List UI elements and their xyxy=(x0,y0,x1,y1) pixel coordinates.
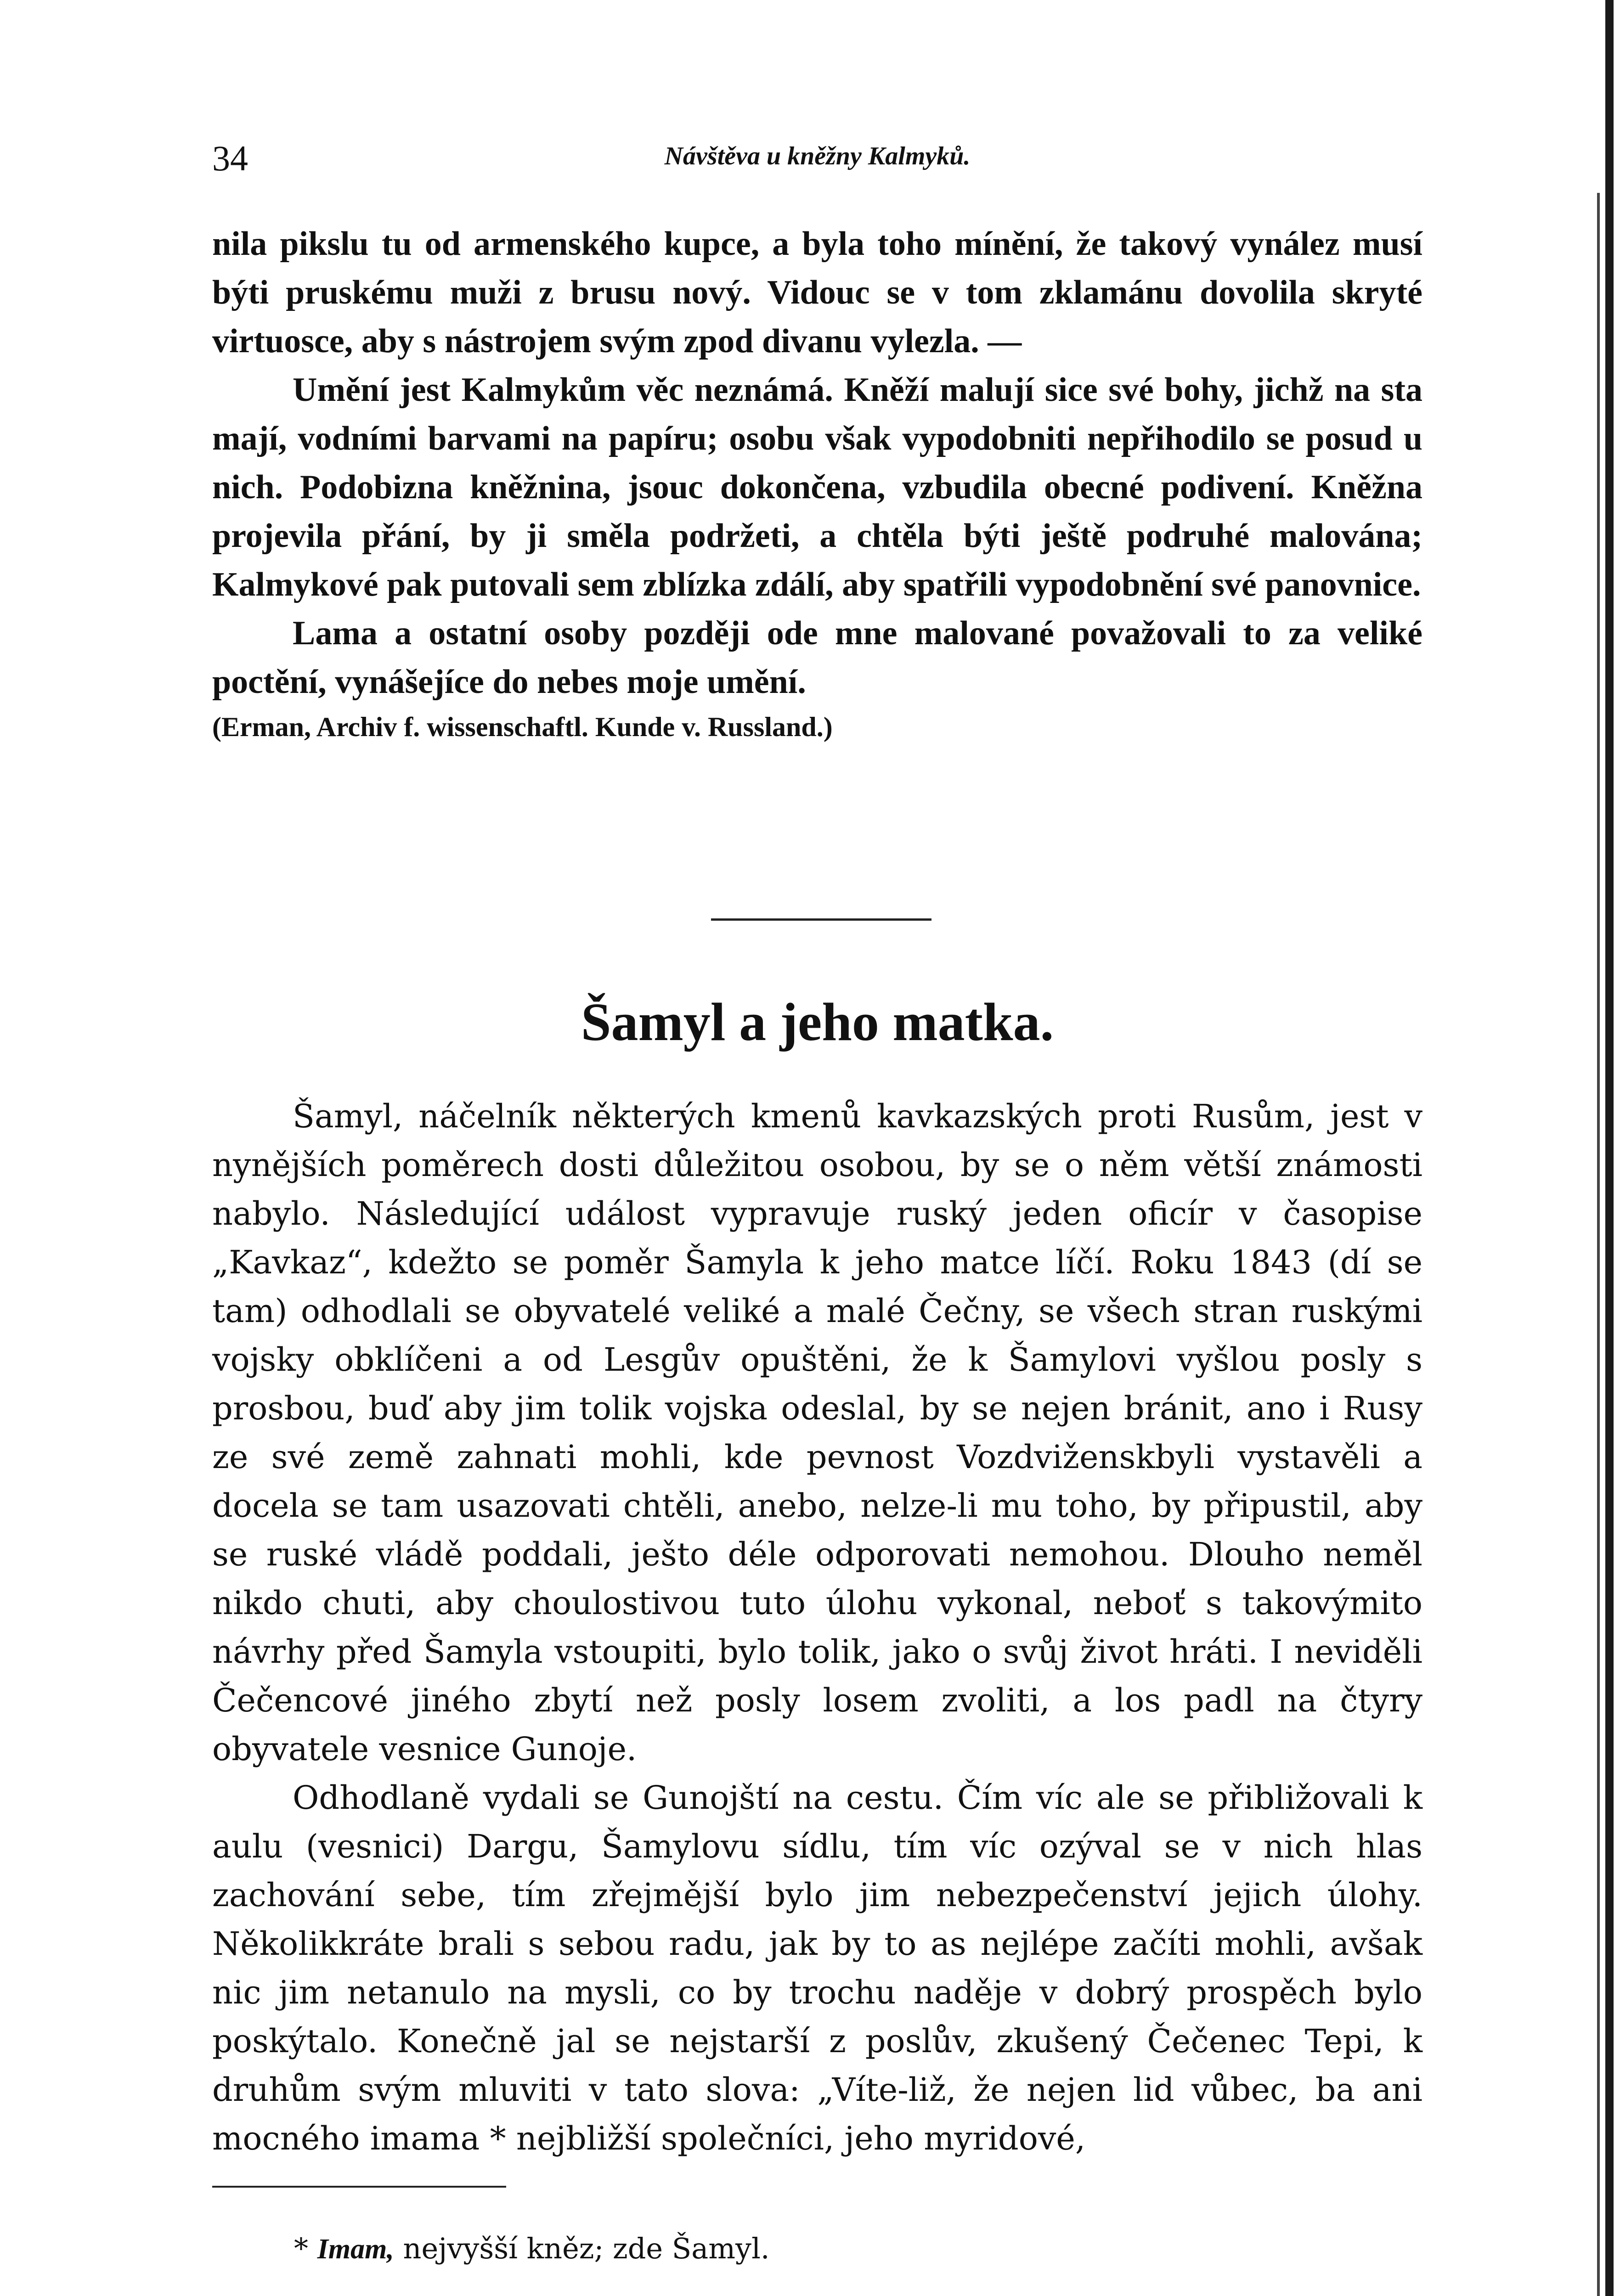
article-body xyxy=(212,1092,1422,2163)
page-header xyxy=(212,138,1422,184)
footnote-divider xyxy=(212,2186,506,2188)
paragraph: Umění jest Kalmykům věc neznámá. Kněží malují sice své bohy, jichž na sta mají, vodními barvami na papíru; osobu však vypodobniti nepřihodilo se posud u nich. Podobizna kněžnina, jsouc dokončena, vzbudila obecné podivení. Kněžna projevila přání, by ji směla podržeti, a chtěla býti ještě podruhé malována; Kalmykové pak putovali sem zblízka zdálí, aby spatřili vypodobnění své panovnice. xyxy=(212,371,1422,603)
citation: (Erman, Archiv f. wissenschaftl. Kunde v. Russland.) xyxy=(212,712,833,742)
paragraph: Šamyl, náčelník některých kmenů kavkazských proti Rusům, jest v nynějších poměrech dosti důležitou osobou, by se o něm větší známosti nabylo. Následující událost vypravuje ruský jeden oficír v časopise „Kavkaz“, kdežto se poměr Šamyla k jeho matce líčí. Roku 1843 (dí se tam) odhodlali se obyvatelé veliké a malé Čečny, se všech stran ruskými vojsky obklíčeni a od Lesgův opuštěni, že k Šamylovi vyšlou posly s prosbou, buď aby jim tolik vojska odeslal, by se nejen bránit, ano i Rusy ze své země zahnati mohli, kde pevnost Vozdviženskbyli vystavěli a docela se tam usazovati chtěli, anebo, nelze-li mu toho, by připustil, aby se ruské vládě poddali, ješto déle odporovati nemohou. Dlouho neměl nikdo chuti, aby choulostivou tuto úlohu vykonal, neboť s takovýmito návrhy před Šamyla vstoupiti, bylo tolik, jako o svůj život hráti. I neviděli Čečencové jiného zbytí než posly losem zvoliti, a los padl na čtyry obyvatele vesnice Gunoje. xyxy=(212,1097,1422,1768)
page-edge xyxy=(1605,0,1614,2296)
footnote xyxy=(294,2232,770,2266)
page-edge-shadow xyxy=(1597,193,1600,2296)
footnote-term: Imam, xyxy=(317,2234,394,2265)
continued-text xyxy=(212,219,1422,748)
article-title: Šamyl a jeho matka. xyxy=(581,992,1054,1052)
footnote-marker: * xyxy=(294,2232,308,2265)
paragraph: Lama a ostatní osoby později ode mne malované považovali to za veliké poctění, vynášejíce do nebes moje umění. xyxy=(212,614,1422,701)
paragraph: Odhodlaně vydali se Gunojští na cestu. Čím víc ale se přibližovali k aulu (vesnici) Dargu, Šamylovu sídlu, tím víc ozýval se v nich hlas zachování sebe, tím zřejmější bylo jim nebezpečenství jejich úlohy. Několikkráte brali s sebou radu, jak by to as nejlépe začíti mohli, avšak nic jim netanulo na mysli, co by trochu naděje v dobrý prospěch bylo poskýtalo. Konečně jal se nejstarší z poslův, zkušený Čečenec Tepi, k druhům svým mluviti v tato slova: „Víte-liž, že nejen lid vůbec, ba ani mocného imama * nejbližší společníci, jeho myridové, xyxy=(212,1779,1422,2157)
section-divider xyxy=(711,918,931,921)
running-title: Návštěva u kněžny Kalmyků. xyxy=(664,142,971,170)
page-number: 34 xyxy=(212,138,248,178)
paragraph: nila pikslu tu od armenského kupce, a byla toho mínění, že takový vynález musí býti pruskému muži z brusu nový. Vidouc se v tom zklamánu dovolila skryté virtuosce, aby s nástrojem svým zpod divanu vylezla. — xyxy=(212,225,1422,360)
footnote-text: nejvyšší kněz; zde Šamyl. xyxy=(403,2232,770,2265)
